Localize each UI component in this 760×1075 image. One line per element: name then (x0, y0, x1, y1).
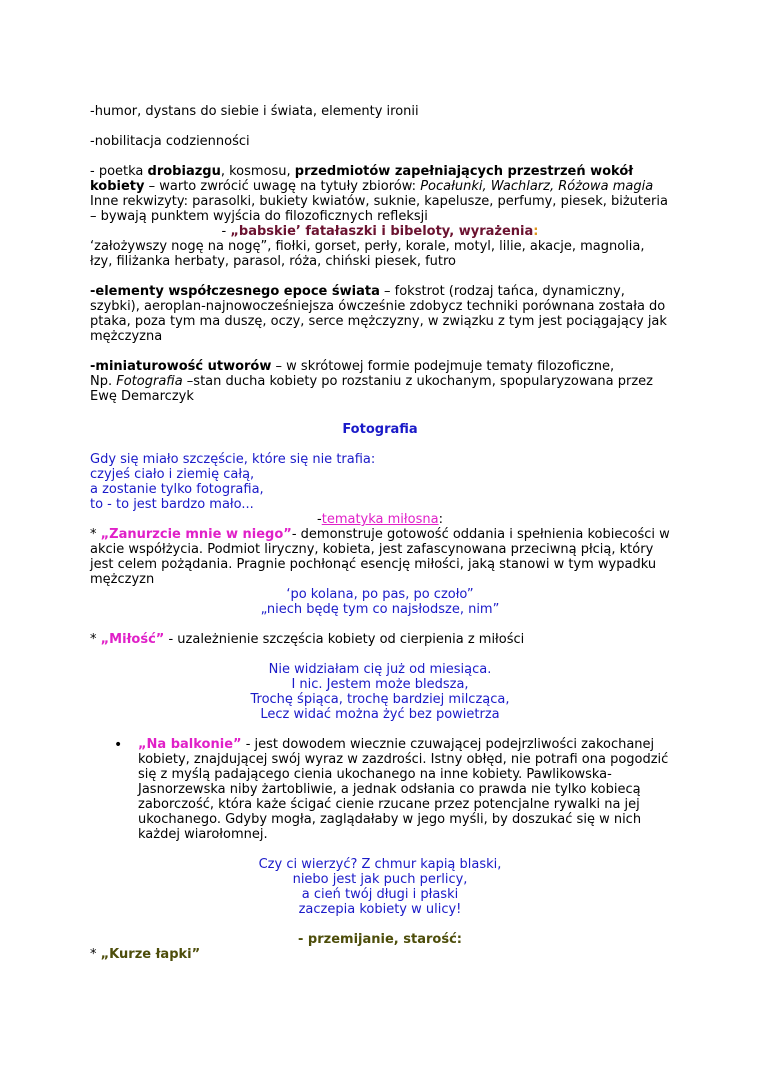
document-page (90, 104, 670, 962)
poetka-paragraph: - poetka drobiazgu, kosmosu, przedmiotów zapełniających przestrzeń wokół kobiety – warto zwrócić uwagę na tytuły zbiorów: Pocałunki, Wachlarz, Różowa magia (90, 164, 654, 194)
balkon-paragraph: „Na balkonie” - jest dowodem wiecznie czuwającej podejrzliwości zakochanej kobiety, znajdującej swój wyraz w zazdrości. Istny obłęd, nie potrafi ona pogodzić się z myślą padającego cienia ukochanego na inne kobiety. Pawlikowska-Jasnorzewska niby żartobliwie, a jednak odsłania co prawda nie tylko kobiecą zaborczość, która każe ścigać cienie rzucane przez potencjalne rywalki na jej ukochanego. Gdyby mogła, zaglądałaby w jego myśli, by doszukać się w nich każdej wiarołomnej. (138, 737, 669, 842)
poem-balkon (90, 857, 670, 917)
elementy-paragraph: -elementy współczesnego epoce świata – fokstrot (rodzaj tańca, dynamiczny, szybki), aeroplan-najnowocześniejsza ówcześnie zdobycz techniki porównana została do ptaka, poza tym ma duszę, oczy, serce mężczyzny, w związku z tym jest pociągający jak mężczyzna (90, 284, 667, 344)
tematyka-heading: -tematyka miłosna: (317, 512, 443, 527)
poem-line: Czy ci wierzyć? Z chmur kapią blaski, (258, 857, 502, 872)
poetka-refleksje: – bywają punktem wyjścia do filozoficznych refleksji (90, 209, 428, 224)
tematyka-link[interactable]: tematyka miłosna (321, 512, 439, 527)
poem-milosc (90, 662, 670, 722)
poem-line: a cień twój długi i płaski (301, 887, 459, 902)
przemijanie-heading: - przemijanie, starość: (298, 932, 462, 947)
poem-line: to - to jest bardzo mało... (90, 497, 254, 512)
babskie-list: ‘założywszy nogę na nogę”, fiołki, gorset, perły, korale, motyl, lilie, akacje, magnolia, łzy, filiżanka herbaty, parasol, róża, chiński piesek, futro (90, 239, 645, 269)
poem-line: czyjeś ciało i ziemię całą, (90, 467, 255, 482)
poem-line: Nie widziałam cię już od miesiąca. (268, 662, 492, 677)
zanurzcie-quote-2: „niech będę tym co najsłodsze, nim” (260, 602, 500, 617)
intro-line-nobilitacja: -nobilitacja codzienności (90, 134, 250, 149)
balkon-list-item (90, 737, 670, 842)
fotografia-title: Fotografia (342, 422, 418, 437)
poem-line: I nic. Jestem może bledsza, (291, 677, 469, 692)
miniatura-paragraph: -miniaturowość utworów – w skrótowej formie podejmuje tematy filozoficzne, Np. Fotografia –stan ducha kobiety po rozstaniu z ukochanym, spopularyzowana przez Ewę Demarczyk (90, 359, 653, 404)
poem-line: zaczepia kobiety w ulicy! (298, 902, 462, 917)
poetka-rekwizyty: Inne rekwizyty: parasolki, bukiety kwiatów, suknie, kapelusze, perfumy, piesek, biżuteria (90, 194, 668, 209)
zanurzcie-paragraph: * „Zanurzcie mnie w niego”- demonstruje gotowość oddania i spełnienia kobiecości w akcie współżycia. Podmiot liryczny, kobieta, jest zafascynowana przeciwną płcią, który jest celem pożądania. Pragnie pochłonąć esencję miłości, jaką stanowi w tym wypadku mężczyzn (90, 527, 670, 587)
poem-fotografia (90, 452, 670, 512)
bullet-icon: • (114, 737, 123, 753)
poem-line: Gdy się miało szczęście, które się nie trafia: (90, 452, 376, 467)
poem-line: a zostanie tylko fotografia, (90, 482, 264, 497)
zanurzcie-quote-1: ‘po kolana, po pas, po czoło” (286, 587, 474, 602)
kurze-lapki-item: * „Kurze łapki” (90, 947, 201, 962)
milosc-paragraph: * „Miłość” - uzależnienie szczęścia kobiety od cierpienia z miłości (90, 632, 525, 647)
poem-line: Lecz widać można żyć bez powietrza (260, 707, 500, 722)
poem-line: Trochę śpiąca, trochę bardziej milcząca, (250, 692, 510, 707)
intro-line-humor: -humor, dystans do siebie i świata, elementy ironii (90, 104, 419, 119)
babskie-heading: - „babskie’ fatałaszki i bibeloty, wyrażenia: (221, 224, 539, 239)
poem-line: niebo jest jak puch perlicy, (292, 872, 468, 887)
